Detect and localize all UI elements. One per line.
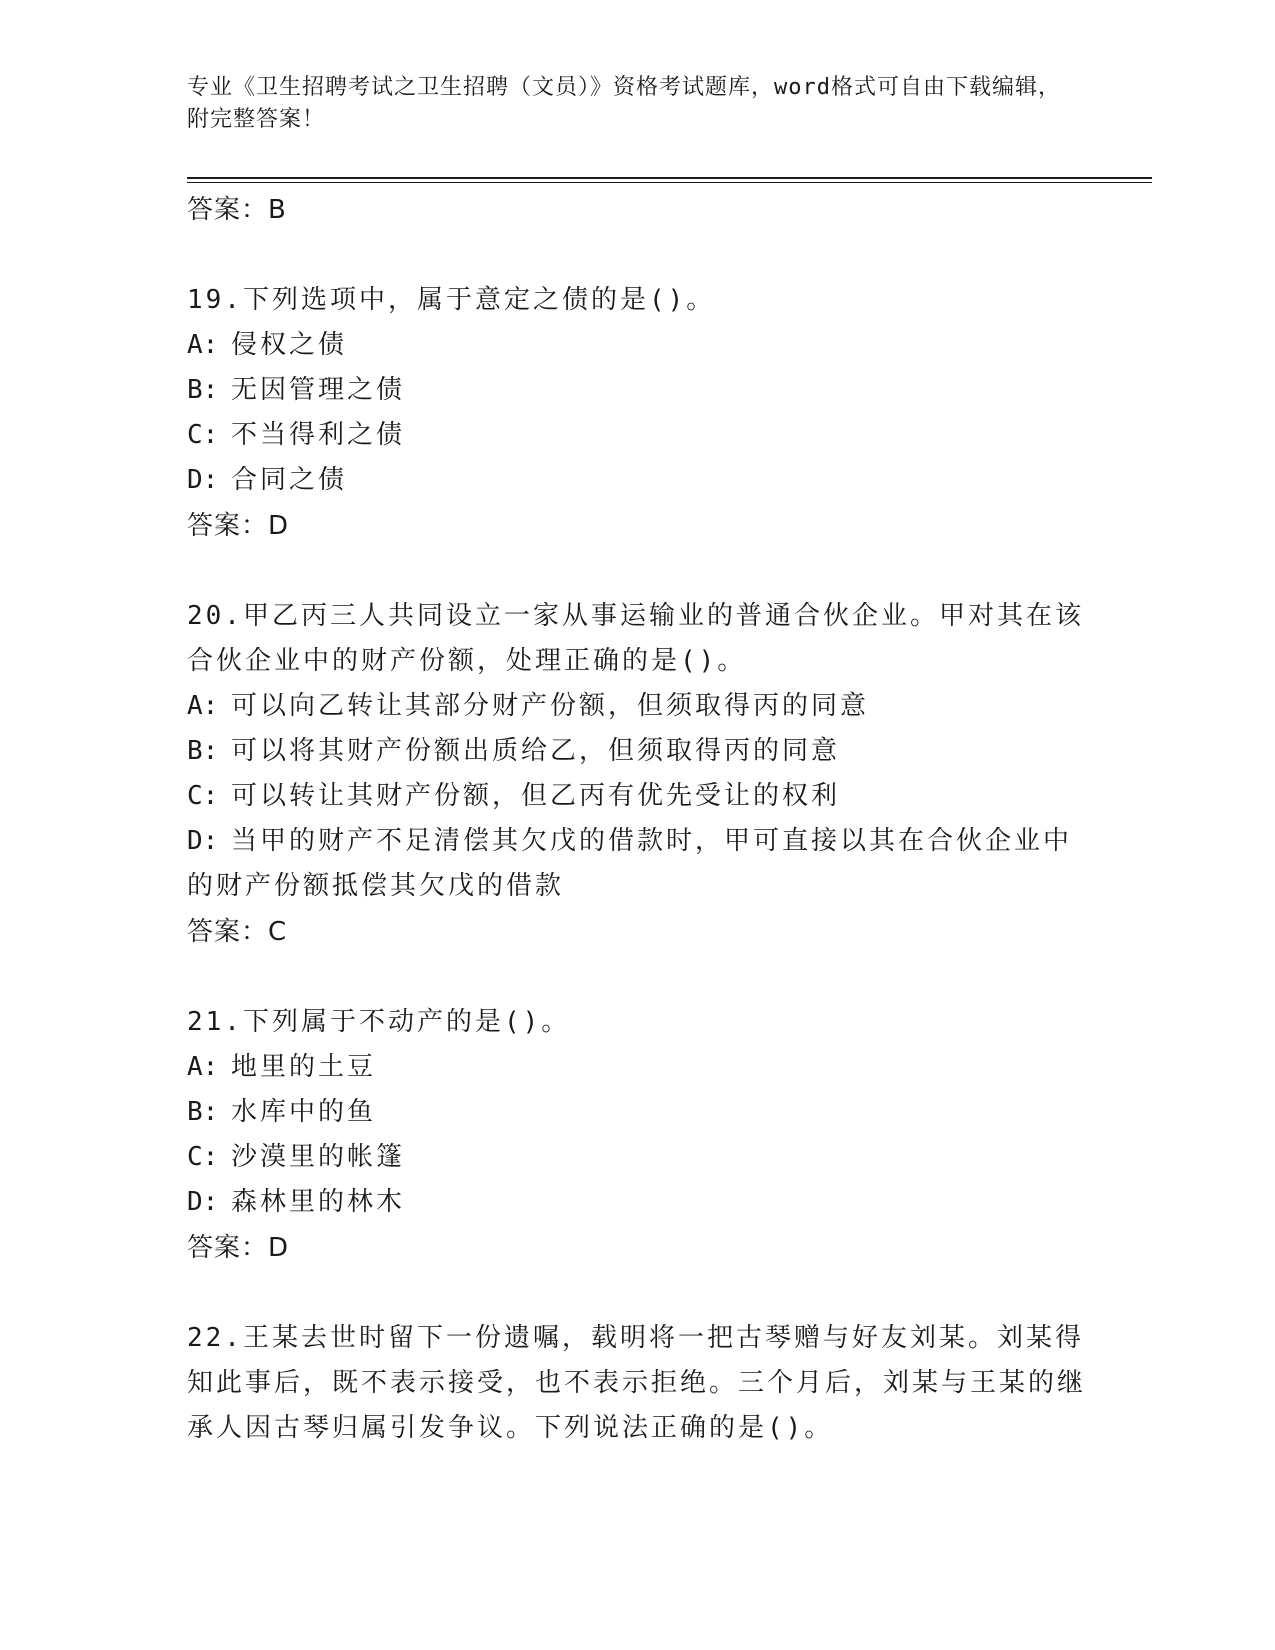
option-b — [187, 1090, 1087, 1135]
question-19 — [187, 278, 1087, 549]
option-b — [187, 729, 1087, 774]
option-d — [187, 458, 1087, 503]
option-d — [187, 819, 1087, 909]
option-text: 可以将其财产份额出质给乙，但须取得丙的同意 — [231, 736, 841, 766]
option-c — [187, 413, 1087, 458]
option-key: D: — [187, 465, 219, 495]
option-key: B: — [187, 1097, 219, 1127]
option-b — [187, 368, 1087, 413]
page-header: 专业《卫生招聘考试之卫生招聘（文员）》资格考试题库，word格式可自由下载编辑，附完整答案！ — [187, 75, 1061, 132]
option-text: 沙漠里的帐篷 — [231, 1142, 406, 1172]
option-text: 地里的土豆 — [231, 1052, 377, 1082]
option-d — [187, 1180, 1087, 1225]
answer-line: 答案：B — [187, 195, 287, 225]
option-key: A: — [187, 691, 219, 721]
question-stem: 21.下列属于不动产的是()。 — [187, 1007, 571, 1037]
option-a — [187, 684, 1087, 729]
question-stem: 22.王某去世时留下一份遗嘱，载明将一把古琴赠与好友刘某。刘某得知此事后，既不表示接受，也不表示拒绝。三个月后，刘某与王某的继承人因古琴归属引发争议。下列说法正确的是()。 — [187, 1323, 1087, 1443]
answer-line: 答案：D — [187, 511, 290, 541]
option-text: 不当得利之债 — [231, 420, 406, 450]
answer-line: 答案：D — [187, 1233, 290, 1263]
option-key: B: — [187, 736, 219, 766]
option-a — [187, 1045, 1087, 1090]
option-text: 森林里的林木 — [231, 1187, 406, 1217]
option-text: 合同之债 — [231, 465, 348, 495]
option-a — [187, 323, 1087, 368]
question-20 — [187, 594, 1087, 955]
option-key: C: — [187, 420, 219, 450]
option-c — [187, 774, 1087, 819]
option-text: 水库中的鱼 — [231, 1097, 377, 1127]
option-key: D: — [187, 1187, 219, 1217]
question-22 — [187, 1316, 1087, 1451]
option-key: A: — [187, 1052, 219, 1082]
question-list — [187, 187, 1087, 1496]
option-text: 当甲的财产不足清偿其欠戊的借款时，甲可直接以其在合伙企业中的财产份额抵偿其欠戊的借款 — [187, 826, 1073, 901]
option-key: B: — [187, 375, 219, 405]
question-stem: 19.下列选项中，属于意定之债的是()。 — [187, 285, 716, 315]
option-key: D: — [187, 826, 219, 856]
option-text: 可以向乙转让其部分财产份额，但须取得丙的同意 — [231, 691, 870, 721]
question-stem: 20.甲乙丙三人共同设立一家从事运输业的普通合伙企业。甲对其在该合伙企业中的财产份额，处理正确的是()。 — [187, 601, 1084, 676]
option-key: C: — [187, 1142, 219, 1172]
option-text: 可以转让其财产份额，但乙丙有优先受让的权利 — [231, 781, 841, 811]
option-key: A: — [187, 330, 219, 360]
question-21 — [187, 1000, 1087, 1271]
option-c — [187, 1135, 1087, 1180]
header-divider — [187, 177, 1152, 183]
option-key: C: — [187, 781, 219, 811]
option-text: 侵权之债 — [231, 330, 348, 360]
answer-line: 答案：C — [187, 917, 288, 947]
option-text: 无因管理之债 — [231, 375, 406, 405]
